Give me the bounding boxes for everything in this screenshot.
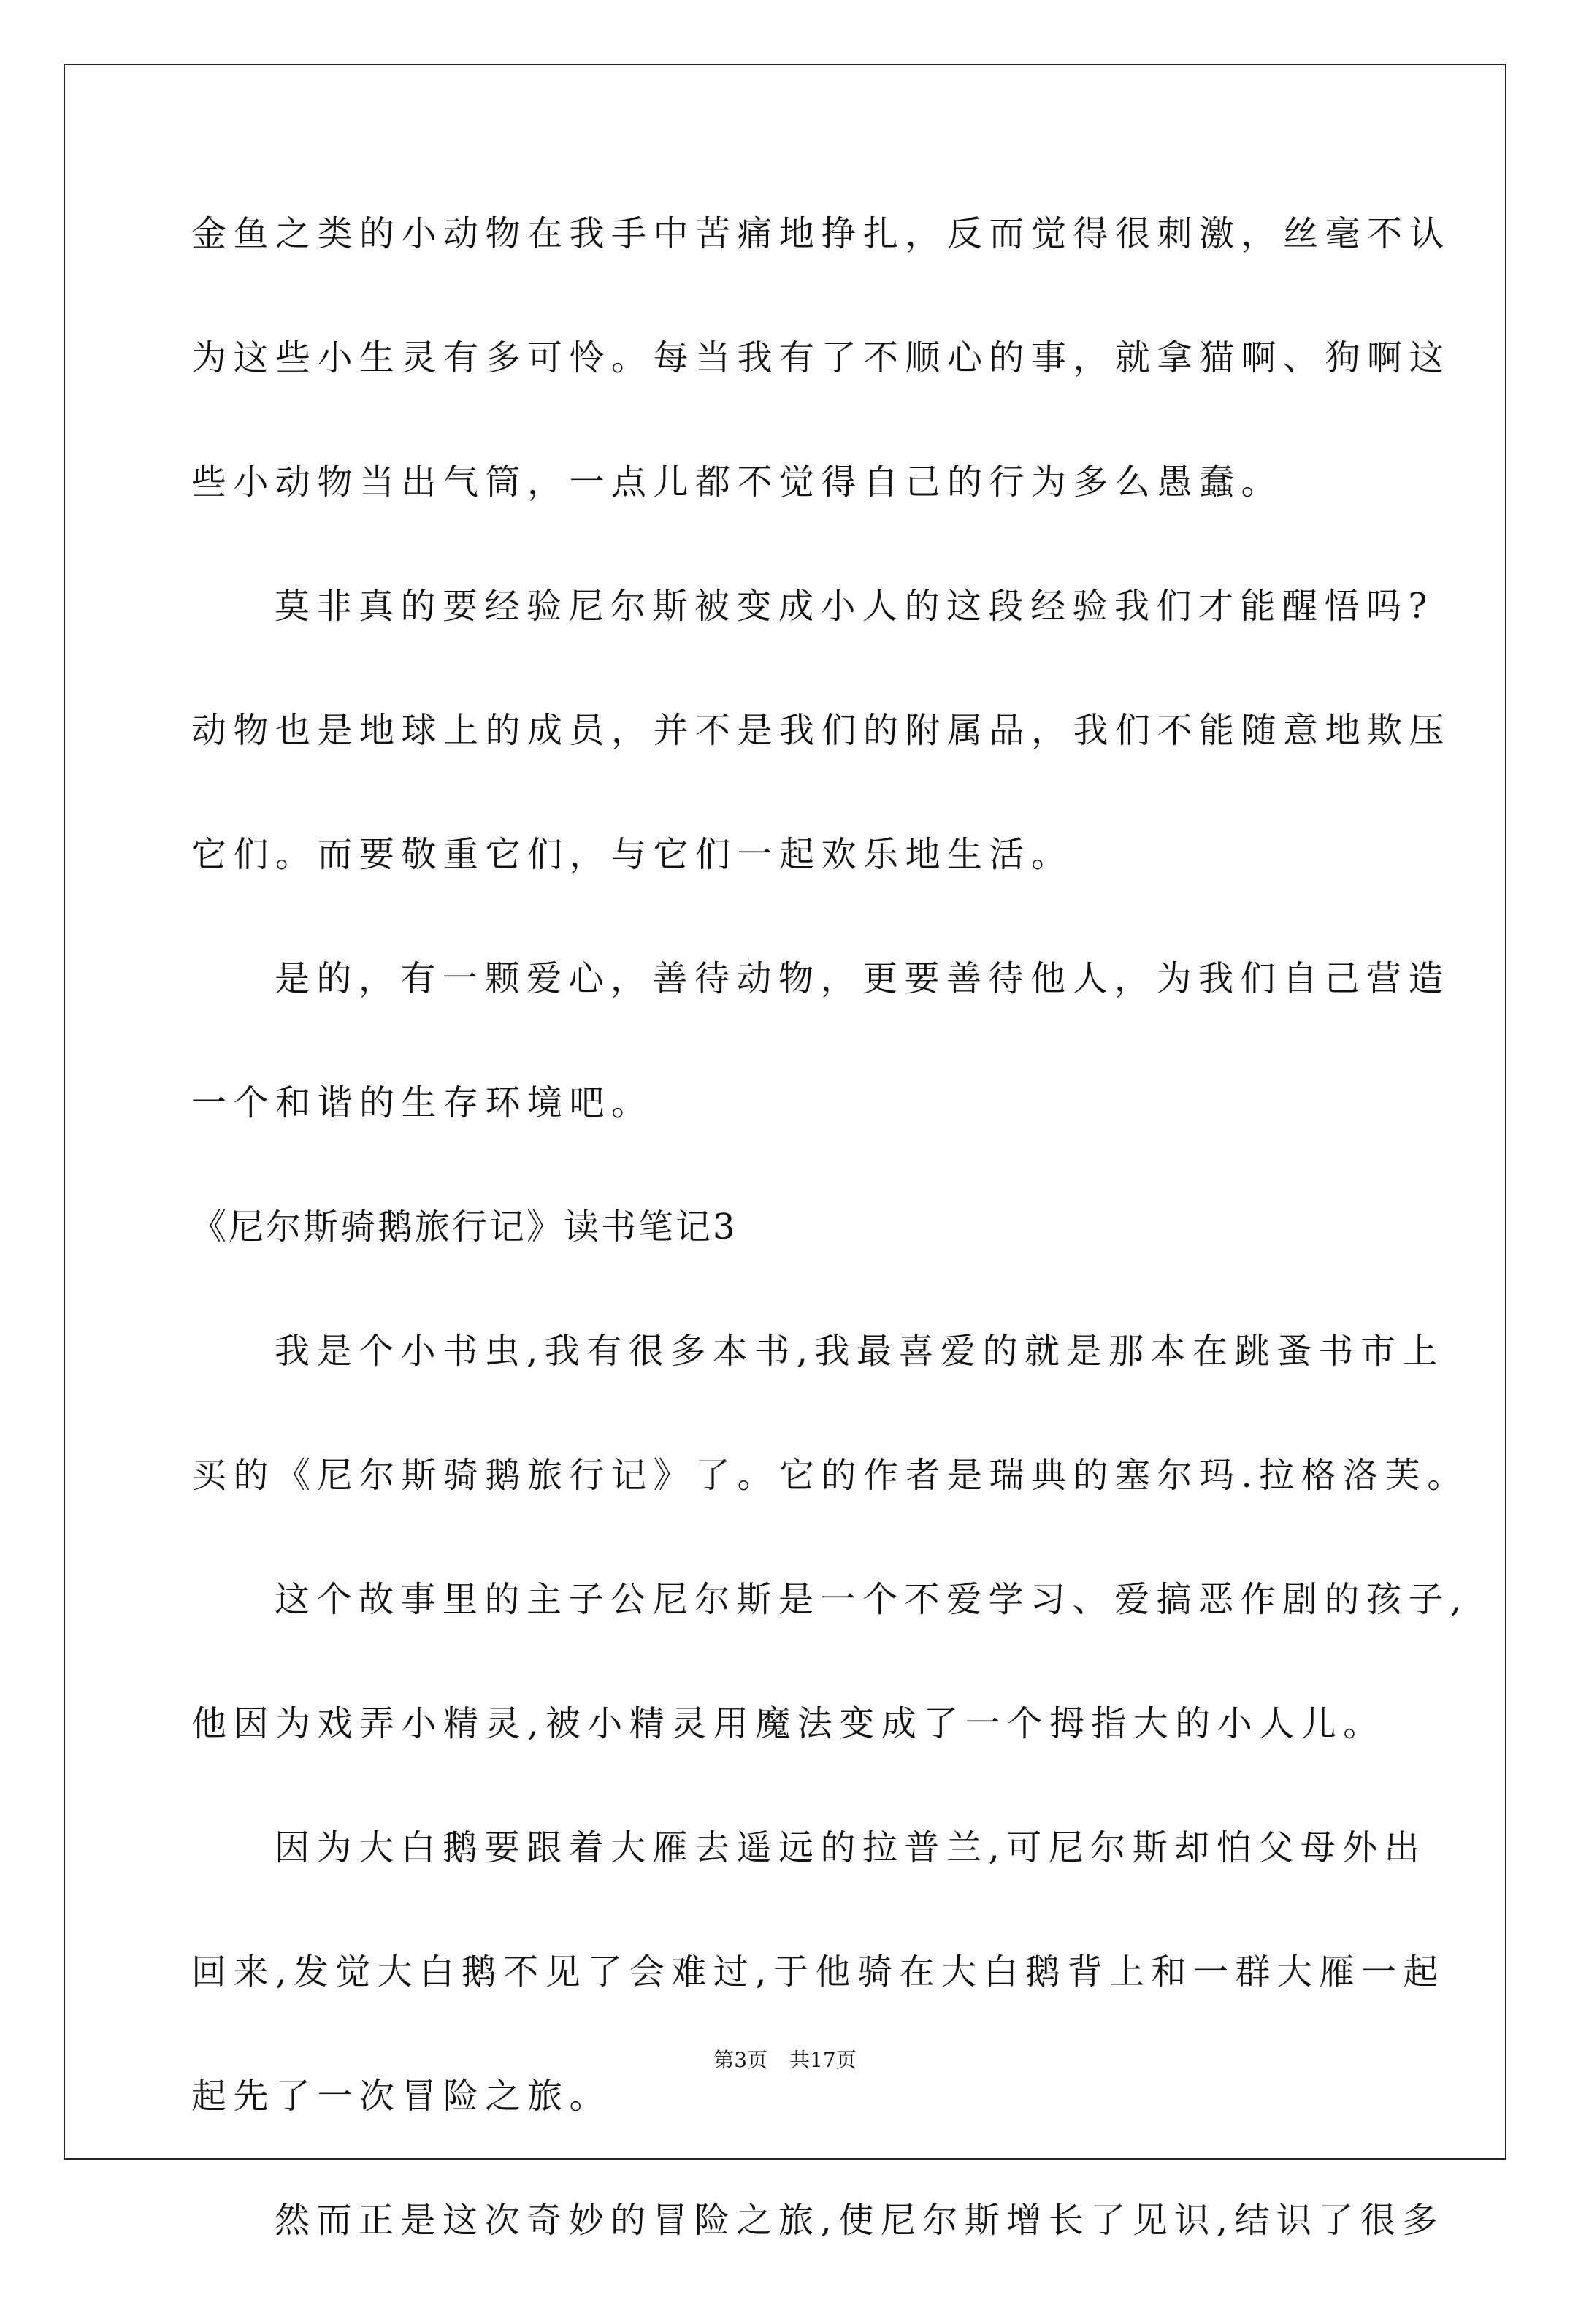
text-line: 他因为戏弄小精灵,被小精灵用魔法变成了一个拇指大的小人儿。: [191, 1703, 1385, 1744]
paragraph-start: 这个故事里的主子公尼尔斯是一个不爱学习、爱搞恶作剧的孩子,: [275, 1579, 1468, 1620]
paragraph-start: 因为大白鹅要跟着大雁去遥远的拉普兰,可尼尔斯却怕父母外出: [275, 1827, 1427, 1868]
paragraph-start: 我是个小书虫,我有很多本书,我最喜爱的就是那本在跳蚤书市上: [275, 1331, 1445, 1372]
text-line: 一个和谐的生存环境吧。: [191, 1082, 654, 1123]
text-line: 起先了一次冒险之旅。: [191, 2076, 612, 2117]
page-footer: [0, 2048, 1570, 2073]
text-line: 些小动物当出气筒，一点儿都不觉得自己的行为多么愚蠢。: [191, 462, 1284, 502]
text-line: 为这些小生灵有多可怜。每当我有了不顺心的事，就拿猫啊、狗啊这: [191, 337, 1452, 378]
text-line: 金鱼之类的小动物在我手中苦痛地挣扎，反而觉得很刺激，丝毫不认: [191, 213, 1452, 254]
document-body: [191, 213, 1469, 2324]
paragraph-start: 莫非真的要经验尼尔斯被变成小人的这段经验我们才能醒悟吗?: [275, 586, 1434, 627]
section-heading: 《尼尔斯骑鹅旅行记》读书笔记3: [191, 1207, 738, 1247]
page-total: 共17页: [789, 2048, 857, 2072]
paragraph-start: 是的，有一颗爱心，善待动物，更要善待他人，为我们自己营造: [275, 958, 1451, 999]
paragraph-start: 然而正是这次奇妙的冒险之旅,使尼尔斯增长了见识,结识了很多: [275, 2200, 1445, 2241]
text-line: 回来,发觉大白鹅不见了会难过,于他骑在大白鹅背上和一群大雁一起: [191, 1952, 1446, 1992]
text-line: 动物也是地球上的成员，并不是我们的附属品，我们不能随意地欺压: [191, 710, 1452, 751]
page-number: 第3页: [713, 2048, 768, 2072]
text-line: 它们。而要敬重它们，与它们一起欢乐地生活。: [191, 834, 1073, 875]
text-line: 买的《尼尔斯骑鹅旅行记》了。它的作者是瑞典的塞尔玛.拉格洛芙。: [191, 1455, 1469, 1496]
